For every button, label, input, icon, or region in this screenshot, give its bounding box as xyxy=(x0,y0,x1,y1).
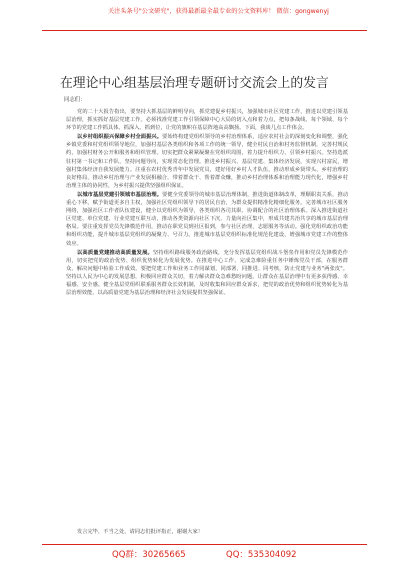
paragraph-lead: 以高质量党建推动高质量发展。 xyxy=(77,249,153,256)
qq-group-number: QQ群：30265665 xyxy=(112,550,186,560)
banner-text: 关注头条号"公文研究"，获得最新最全最专业的公文资料库！ 微信：gongwenyj xyxy=(108,8,329,15)
paragraph-rural xyxy=(66,133,348,190)
paragraph-text: 坚持组织路线服务政治路线，充分发挥基层党组织战斗堡垒作用和党员先锋模范作用，切实把党的政治优势、组织优势转化为发展优势。在推进中心工作、完成急难险重任务中锤炼党员干部，在服务群众、解决问题中检验工作成效。要把党建工作和业务工作同谋划、同部署、同推进、同考核，防止党建与业务"两张皮"。坚持以人民为中心的发展思想，积极回应群众关切，着力解决群众急难愁盼问题，让群众在基层治理中有更多获得感、幸福感、安全感。健全基层党组织联系服务群众长效机制，及时收集和回应群众诉求，把党的政治优势和组织优势转化为基层治理效能，以高质量党建为基层治理和经济社会发展提供坚强保证。 xyxy=(66,249,349,297)
salutation: 同志们： xyxy=(64,97,86,103)
document-body xyxy=(66,108,348,298)
top-banner xyxy=(0,0,408,40)
footer xyxy=(0,548,408,562)
closing-line: 发言完毕，不当之处，请同志们批评指正，谢谢大家！ xyxy=(77,529,203,535)
paragraph-lead: 以乡村组织振兴保障乡村全面振兴。 xyxy=(77,134,163,141)
paragraph-text: 党的二十大报告指出，要坚持大抓基层的鲜明导向，抓党建促乡村振兴，加强城市社区党建工作，推进以党建引领基层治理，抓实抓好基层党建工作。必须找准党建工作引领保障中心大局的切入点和着力点，把每条战线、每个领域、每个环节的党建工作抓具体、抓深入、抓到位，让党的旗帜在基层阵地高高飘扬。下面，我谈几点工作体会。 xyxy=(66,109,348,132)
paragraph-text: 要健全党委领导的城市基层治理体制，推进街道体制改革，理顺职责关系，推动重心下移，赋予街道更多自主权，加强社区党组织领导下的居民自治，为群众提供精准化精细化服务。完善城市社区服务网络，加强社区工作者队伍建设，健全以党组织为领导，各类组织各司其职、协调配合的社区治理体系。深入推进街道社区党建、单位党建、行业党建互联互动，推动各类资源向社区下沉、力量向社区集中，形成共建共治共享的城市基层治理格局。要注重发挥党员先锋模范作用，推动在职党员到社区报到，参与社区治理，志愿服务等活动。强化党组织政治功能和组织功能，提升城市基层党组织的凝聚力、号召力。推进城市基层党组织标准化规范化建设，增强城市党建工作的整体效应。 xyxy=(66,191,349,247)
qq-number: QQ：535304092 xyxy=(226,550,297,560)
paragraph-text: 要始终构建党组织领导的乡村治理体系，适应农村社会的深刻变化和调整，强化乡镇党委和村党组织领导地位，加强村基层各类组织和各项工作的统一领导，健全村民自治和村务监督机制，完善村规民约，加强村财务公开和服务和组织管理。切实把群众紧紧凝聚在党组织周围，着力提升组织力，引领乡村振兴。坚持选派驻村第一书记和工作队，坚持问题导向，实现常态化管理。推进乡村振兴、基层党建、集体经济发展，实现兴村富民，增强村集体经济自我发展能力。注重在农村优秀青年中发展党员，建好用好乡村人才队伍，推动形成乡贤带头、乡村治理的良好格局，推动乡村治理与产业发展相融合，带着群众干、帮着群众赚，推动乡村治理体系和治理能力现代化，增强乡村治理主体的协同性，为乡村振兴提供坚强组织保证。 xyxy=(66,134,349,189)
paragraph-lead: 以城市基层党建引领城市基层治理。 xyxy=(77,191,163,198)
banner-rule xyxy=(42,30,367,31)
paragraph-urban xyxy=(66,191,348,248)
paragraph-intro xyxy=(66,108,348,132)
paragraph-development xyxy=(66,249,348,298)
footer-rule xyxy=(42,544,367,545)
document-title: 在理论中心组基层治理专题研讨交流会上的发言 xyxy=(60,75,329,91)
